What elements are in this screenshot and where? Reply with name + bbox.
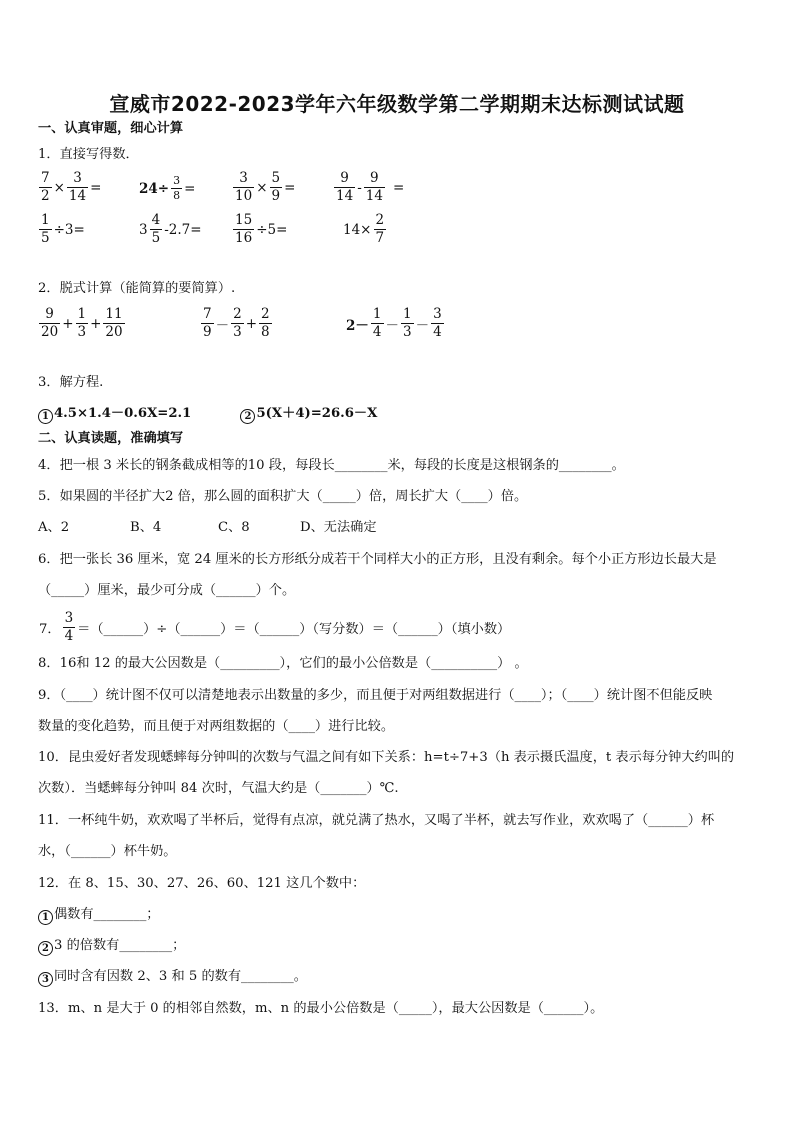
numerator: 9 [334, 170, 355, 188]
q5-options [38, 519, 377, 537]
equals: = [392, 179, 405, 196]
numerator: 3 [433, 306, 442, 322]
question-12-part-1 [38, 906, 160, 925]
numerator: 9 [364, 170, 385, 188]
q1-r2-a [38, 212, 86, 247]
numerator: 3 [67, 170, 88, 188]
numerator: 2 [233, 306, 242, 322]
suffix: -2.7= [164, 221, 202, 238]
section-1-heading: 一、认真审题，细心计算 [38, 121, 184, 136]
question-11-line-1: 11．一杯纯牛奶，欢欢喝了半杯后，觉得有点凉，就兑满了热水，又喝了半杯，就去写作业，欢欢喝了（______）杯 [38, 813, 715, 828]
circled-number: 3 [38, 972, 53, 987]
operator: － [415, 317, 430, 334]
question-7 [38, 610, 511, 645]
question-10-line-2: 次数）．当蟋蟀每分钟叫 84 次时，气温大约是（_______）℃. [38, 781, 399, 796]
equals: = [284, 179, 296, 196]
numerator: 11 [105, 306, 123, 322]
question-9-line-1: 9．（____）统计图不仅可以清楚地表示出数量的多少，而且便于对两组数据进行（____）；（____）统计图不但能反映 [38, 688, 713, 703]
numerator: 1 [372, 306, 382, 322]
denominator: 3 [77, 324, 87, 340]
option-d[interactable]: D、无法确定 [300, 520, 377, 535]
numerator: 9 [39, 306, 60, 324]
denominator: 5 [41, 230, 50, 246]
section-2-heading: 二、认真读题，准确填写 [38, 431, 184, 446]
numerator: 1 [403, 306, 412, 322]
denominator: 14 [365, 188, 383, 204]
question-12-part-2 [38, 937, 185, 956]
denominator: 2 [41, 188, 50, 204]
prefix: 2－ [346, 317, 369, 334]
numerator: 3 [233, 170, 254, 188]
equals: = [184, 180, 196, 197]
numerator: 2 [261, 306, 270, 322]
numerator: 5 [271, 170, 281, 186]
denominator: 16 [235, 230, 253, 246]
q1-r1-d [333, 170, 405, 205]
denominator: 14 [68, 188, 87, 204]
circled-number: 1 [38, 910, 53, 925]
operator: + [90, 315, 102, 332]
option-a[interactable]: A、2 [38, 520, 70, 535]
q1-r2-b [138, 212, 203, 247]
q1-r2-c [232, 212, 288, 247]
operator: × [53, 179, 65, 196]
question-12-part-3 [38, 968, 307, 987]
denominator: 9 [203, 324, 212, 340]
numerator: 7 [41, 170, 50, 186]
part-text: 同时含有因数 2、3 和 5 的数有________。 [54, 969, 307, 984]
numerator: 3 [64, 610, 74, 626]
question-6-line-1: 6．把一张长 36 厘米，宽 24 厘米的长方形纸分成若干个同样大小的正方形，且没有剩余。每个小正方形边长最大是 [38, 552, 717, 567]
operator: × [256, 179, 268, 196]
q1-r2-d [342, 212, 387, 247]
denominator: 3 [403, 324, 412, 340]
q2-expr-2 [200, 306, 273, 341]
denominator: 20 [41, 324, 59, 340]
denominator: 8 [261, 324, 270, 340]
q7-number: 7． [39, 622, 61, 637]
question-13: 13．m、n 是大于 0 的相邻自然数，m、n 的最小公倍数是（_____），最大公因数是（______）。 [38, 1001, 604, 1016]
operator: － [215, 317, 230, 334]
option-c[interactable]: C、8 [218, 520, 250, 535]
denominator: 7 [375, 230, 385, 246]
equation-1: 4.5×1.4－0.6X=2.1 [54, 406, 192, 421]
denominator: 8 [173, 189, 181, 202]
q7-blanks: ＝（______）÷（______）＝（______）（写分数）＝（______）（填小数） [77, 622, 511, 637]
q2-expr-1 [38, 306, 126, 341]
q2-expr-3 [345, 306, 445, 341]
question-5: 5．如果圆的半径扩大2 倍，那么圆的面积扩大（_____）倍，周长扩大（____）倍。 [38, 489, 528, 504]
q1-r1-c [232, 170, 296, 205]
denominator: 20 [105, 324, 123, 340]
equals: = [90, 179, 102, 196]
operator: + [62, 315, 74, 332]
q1-label: 1．直接写得数． [38, 147, 139, 162]
question-11-line-2: 水，（______）杯牛奶。 [38, 844, 177, 859]
prefix: 14× [343, 221, 372, 238]
denominator: 9 [271, 188, 281, 204]
numerator: 1 [41, 212, 50, 228]
page-title: 宣威市2022-2023学年六年级数学第二学期期末达标测试试题 [109, 92, 685, 116]
operator: － [385, 317, 399, 334]
q3-equations [38, 405, 377, 424]
numerator: 3 [173, 174, 181, 187]
question-6-line-2: （_____）厘米，最少可分成（______）个。 [38, 583, 296, 598]
operator: - [357, 179, 362, 196]
numerator: 7 [203, 306, 212, 322]
denominator: 3 [233, 324, 242, 340]
numerator: 15 [235, 212, 253, 228]
denominator: 14 [336, 188, 354, 204]
circled-number: 2 [38, 941, 53, 956]
question-10-line-1: 10．昆虫爱好者发现蟋蟀每分钟叫的次数与气温之间有如下关系：h=t÷7+3（h 表示摄氏温度，t 表示每分钟大约叫的 [38, 750, 735, 765]
whole-number: 3 [139, 221, 148, 238]
option-b[interactable]: B、4 [130, 520, 162, 535]
prefix: 24÷ [139, 180, 170, 197]
operator: + [245, 315, 257, 332]
circled-number: 1 [38, 409, 53, 424]
question-4: 4．把一根 3 米长的钢条截成相等的10 段，每段长________米，每段的长度是这根钢条的________。 [38, 458, 625, 473]
suffix: ÷5= [256, 221, 288, 238]
q1-r1-a [38, 170, 102, 205]
circled-number: 2 [240, 409, 255, 424]
denominator: 5 [151, 230, 161, 246]
q3-label: 3．解方程. [38, 375, 104, 390]
denominator: 10 [235, 188, 253, 204]
equation-2: 5(X＋4)=26.6－X [256, 406, 378, 421]
numerator: 2 [375, 212, 385, 228]
question-12-label: 12．在 8、15、30、27、26、60、121 这几个数中： [38, 876, 366, 891]
numerator: 1 [77, 306, 87, 322]
denominator: 4 [372, 324, 382, 340]
part-text: 偶数有________； [54, 907, 160, 922]
question-9-line-2: 数量的变化趋势，而且便于对两组数据的（____）进行比较。 [38, 719, 395, 734]
part-text: 3 的倍数有________； [54, 938, 186, 953]
denominator: 4 [64, 628, 74, 644]
q1-r1-b [138, 174, 196, 203]
denominator: 4 [433, 324, 442, 340]
suffix: ÷3= [53, 221, 85, 238]
numerator: 4 [151, 212, 161, 228]
q2-label: 2．脱式计算（能简算的要简算）. [38, 281, 236, 296]
question-8: 8．16和 12 的最大公因数是（_________），它们的最小公倍数是（__________） 。 [38, 656, 528, 671]
